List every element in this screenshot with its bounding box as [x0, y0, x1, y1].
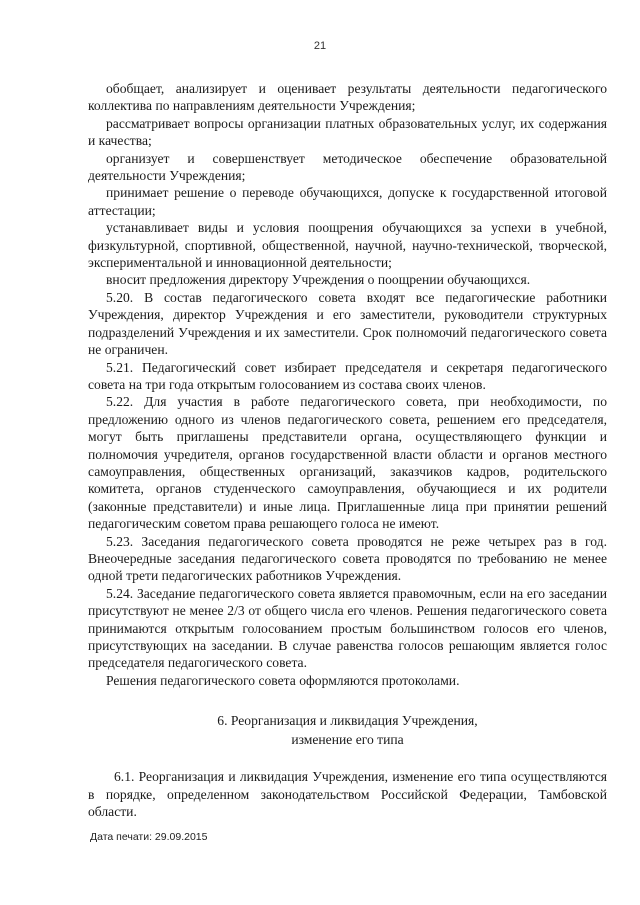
print-date-footer: Дата печати: 29.09.2015: [90, 831, 208, 843]
document-body: [88, 80, 607, 820]
paragraph-6-1: 6.1. Реорганизация и ликвидация Учреждения, изменение его типа осуществляются в порядке, определенном законодательством Российской Федерации, Тамбовской области.: [88, 769, 607, 820]
section-heading-line1: 6. Реорганизация и ликвидация Учреждения,: [217, 713, 478, 729]
page-number: 21: [313, 40, 327, 52]
paragraph-5-22: 5.22. Для участия в работе педагогического совета, при необходимости, по предложению одного из членов педагогического совета, решением его председателя, могут быть приглашены представители органа, осуществляющего функции и полномочия учредителя, органов государственной власти области и органов местного самоуправления, общественных организаций, заказчиков кадров, родительского комитета, органов студенческого самоуправления, обучающиеся и их родители (законные представители) и иные лица. Приглашенные лица при принятии решений педагогическим советом права решающего голоса не имеют.: [88, 394, 607, 532]
paragraph-5-23: 5.23. Заседания педагогического совета проводятся не реже четырех раз в год. Внеочередные заседания педагогического совета проводятся по требованию не менее одной трети педагогических работников Учреждения.: [88, 533, 607, 584]
paragraph-5-24: 5.24. Заседание педагогического совета является правомочным, если на его заседании присутствуют не менее 2/3 от общего числа его членов. Решения педагогического совета принимаются открытым голосованием простым большинством голосов его членов, присутствующих на заседании. В случае равенства голосов решающим является голос председателя педагогического совета.: [88, 585, 607, 671]
list-item: организует и совершенствует методическое обеспечение образовательной деятельности Учреждения;: [88, 150, 607, 184]
paragraph-5-20: 5.20. В состав педагогического совета входят все педагогические работники Учреждения, директор Учреждения и его заместители, руководители структурных подразделений Учреждения и их заместители. Срок полномочий педагогического совета не ограничен.: [88, 289, 607, 358]
paragraph-5-21: 5.21. Педагогический совет избирает председателя и секретаря педагогического совета на три года открытым голосованием из состава своих членов.: [88, 359, 607, 392]
spacer: [88, 749, 607, 768]
list-item: устанавливает виды и условия поощрения обучающихся за успехи в учебной, физкультурной, спортивной, общественной, научной, научно-технической, творческой, экспериментальной и инновационной деятельности;: [88, 220, 607, 271]
list-item: вносит предложения директору Учреждения о поощрении обучающихся.: [106, 272, 531, 288]
paragraph-protocols: Решения педагогического совета оформляются протоколами.: [106, 672, 460, 688]
list-item: принимает решение о переводе обучающихся, допуске к государственной итоговой аттестации;: [88, 185, 607, 218]
list-item: рассматривает вопросы организации платных образовательных услуг, их содержания и качества;: [88, 115, 607, 149]
section-heading-line2: изменение его типа: [291, 732, 404, 748]
list-item: обобщает, анализирует и оценивает результаты деятельности педагогического коллектива по направлениям деятельности Учреждения;: [88, 81, 607, 114]
spacer: [88, 689, 607, 711]
